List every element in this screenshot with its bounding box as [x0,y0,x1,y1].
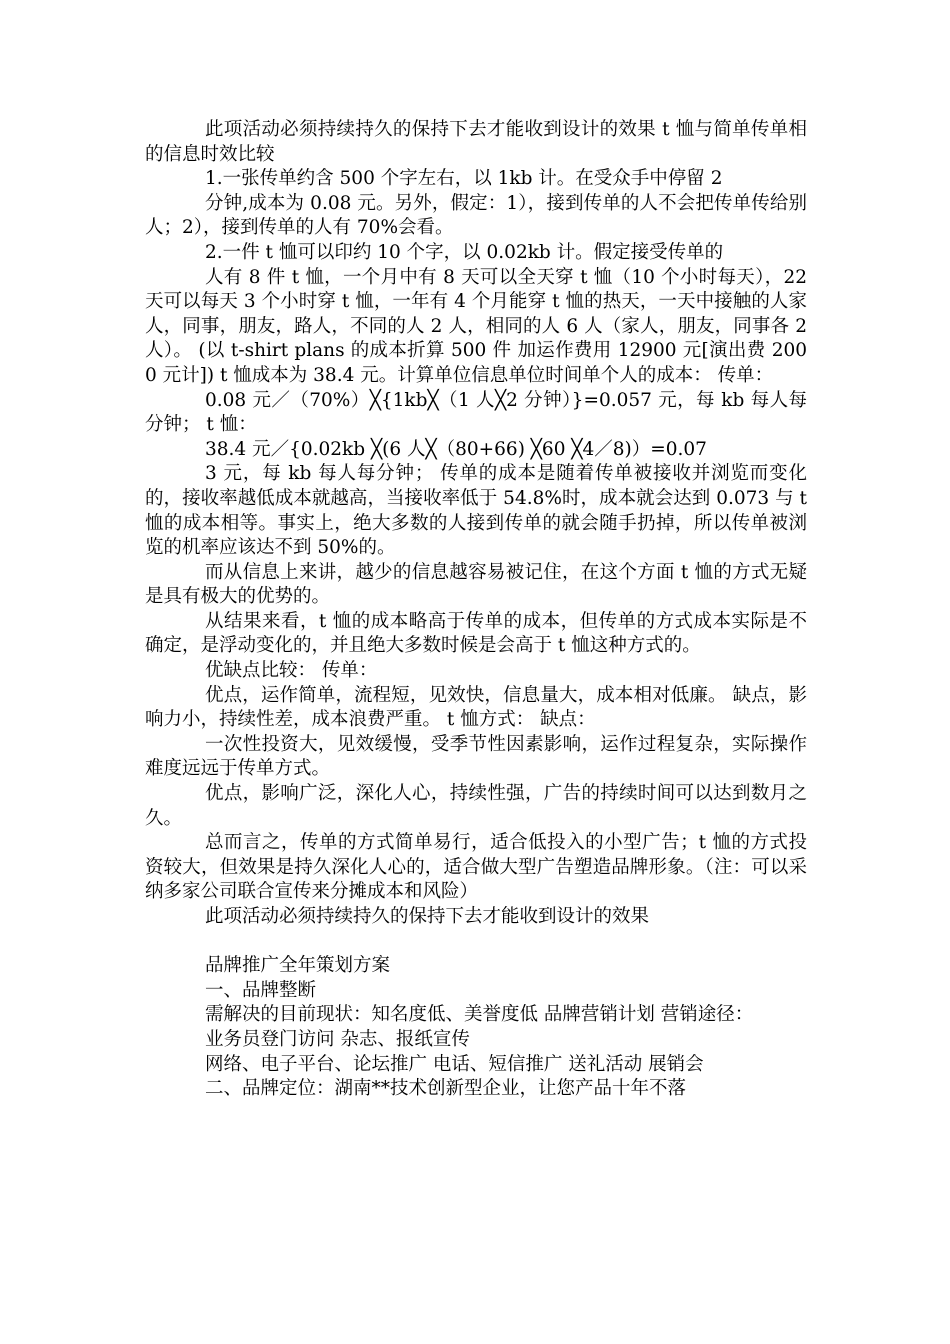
paragraph: 优点，运作简单，流程短，见效快，信息量大，成本相对低廉。 缺点，影响力小，持续性差，成本浪费严重。 t 恤方式： 缺点： [145,684,807,731]
paragraph: 而从信息上来讲，越少的信息越容易被记住，在这个方面 t 恤的方式无疑是具有极大的优势的。 [145,561,807,608]
paragraph: 3 元，每 kb 每人每分钟； 传单的成本是随着传单被接收并浏览而变化的，接收率越低成本就越高，当接收率低于 54.8%时，成本就会达到 0.073 与 t 恤的成本相等。事实上，绝大多数的人接到传单的就会随手扔掉，所以传单被浏览的机率应该达不到 50%的。 [145,463,807,559]
section-heading: 二、品牌定位：湖南**技术创新型企业，让您产品十年不落 [205,1078,687,1100]
paragraph: 总而言之，传单的方式简单易行，适合低投入的小型广告；t 恤的方式投资较大，但效果是持久深化人心的，适合做大型广告塑造品牌形象。（注：可以采纳多家公司联合宣传来分摊成本和风险） [145,832,807,903]
paragraph: 从结果来看，t 恤的成本略高于传单的成本，但传单的方式成本实际是不确定，是浮动变化的，并且绝大多数时候是会高于 t 恤这种方式的。 [145,610,807,657]
section-title: 品牌推广全年策划方案 [205,955,391,977]
paragraph: 此项活动必须持续持久的保持下去才能收到设计的效果 [205,906,650,927]
paragraph: 优点，影响广泛，深化人心，持续性强，广告的持续时间可以达到数月之久。 [145,783,807,829]
paragraph: 优缺点比较： 传单： [205,660,378,682]
paragraph: 一次性投资大，见效缓慢，受季节性因素影响，运作过程复杂，实际操作难度远远于传单方式。 [145,733,807,780]
paragraph: 1.一张传单约含 500 个字左右，以 1kb 计。在受众手中停留 2 [205,168,723,190]
paragraph: 38.4 元／{0.02kb ╳(6 人╳（80+66) ╳60 ╳4／8)）=0.07 [205,438,707,460]
paragraph: 0.08 元／（70%）╳{1kb╳（1 人╳2 分钟）}=0.057 元，每 kb 每人每分钟； t 恤： [145,389,807,436]
paragraph: 分钟,成本为 0.08 元。另外，假定：1），接到传单的人不会把传单传给别人；2），接到传单的人有 70%会看。 [145,192,807,239]
blank-line [145,930,807,955]
paragraph: 网络、电子平台、论坛推广 电话、短信推广 送礼活动 展销会 [205,1053,704,1075]
paragraph: 2.一件 t 恤可以印约 10 个字，以 0.02kb 计。假定接受传单的 [205,241,724,263]
document-body [145,118,807,1102]
paragraph: 此项活动必须持续持久的保持下去才能收到设计的效果 t 恤与简单传单相的信息时效比较 [145,119,807,165]
paragraph: 人有 8 件 t 恤，一个月中有 8 天可以全天穿 t 恤（10 个小时每天），22 天可以每天 3 个小时穿 t 恤，一年有 4 个月能穿 t 恤的热天，一天中接触的人家人，同事，朋友，路人，不同的人 2 人，相同的人 6 人（家人，朋友，同事各 2 人）。 (以 t-shirt plans 的成本折算 500 件 加运作费用 12900 元[演出费 2000 元计]) t 恤成本为 38.4 元。计算单位信息单位时间单个人的成本： 传单： [145,266,807,386]
paragraph: 需解决的目前现状：知名度低、美誉度低 品牌营销计划 营销途径： [205,1004,754,1026]
section-heading: 一、品牌整断 [205,979,317,1001]
paragraph: 业务员登门访问 杂志、报纸宣传 [205,1028,470,1050]
